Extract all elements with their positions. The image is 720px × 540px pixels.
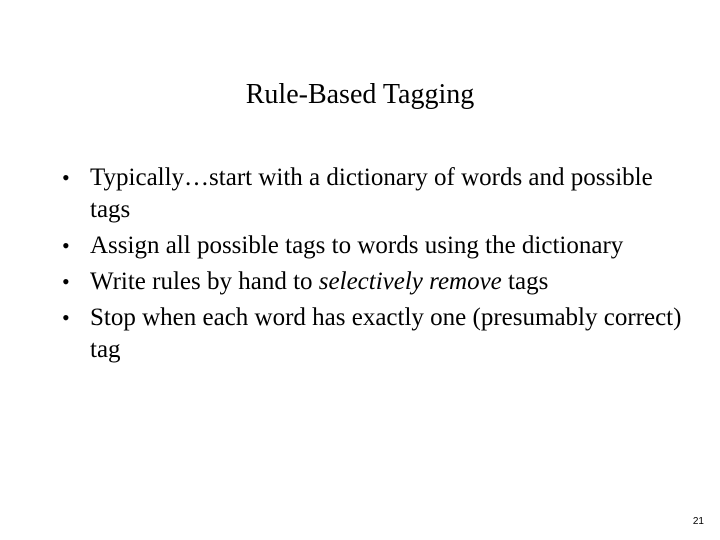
bullet-text-before: Write rules by hand to (90, 268, 319, 295)
slide-title: Rule-Based Tagging (245, 79, 475, 110)
bullet-item (62, 302, 682, 366)
bullet-item (62, 162, 682, 226)
bullet-icon: • (62, 233, 70, 258)
bullet-icon: • (62, 269, 70, 294)
bullet-icon: • (62, 305, 70, 330)
slide-number: 21 (692, 516, 704, 527)
bullet-item (62, 230, 682, 262)
bullet-list (62, 162, 682, 370)
bullet-text: Assign all possible tags to words using the dictionary (90, 232, 624, 259)
bullet-item (62, 266, 682, 298)
bullet-icon: • (62, 165, 70, 190)
bullet-text: Typically…start with a dictionary of words and possible tags (90, 164, 653, 223)
bullet-text-emphasis: selectively remove (318, 268, 502, 295)
bullet-text: Stop when each word has exactly one (presumably correct) tag (90, 304, 682, 363)
bullet-text-after: tags (501, 268, 549, 295)
